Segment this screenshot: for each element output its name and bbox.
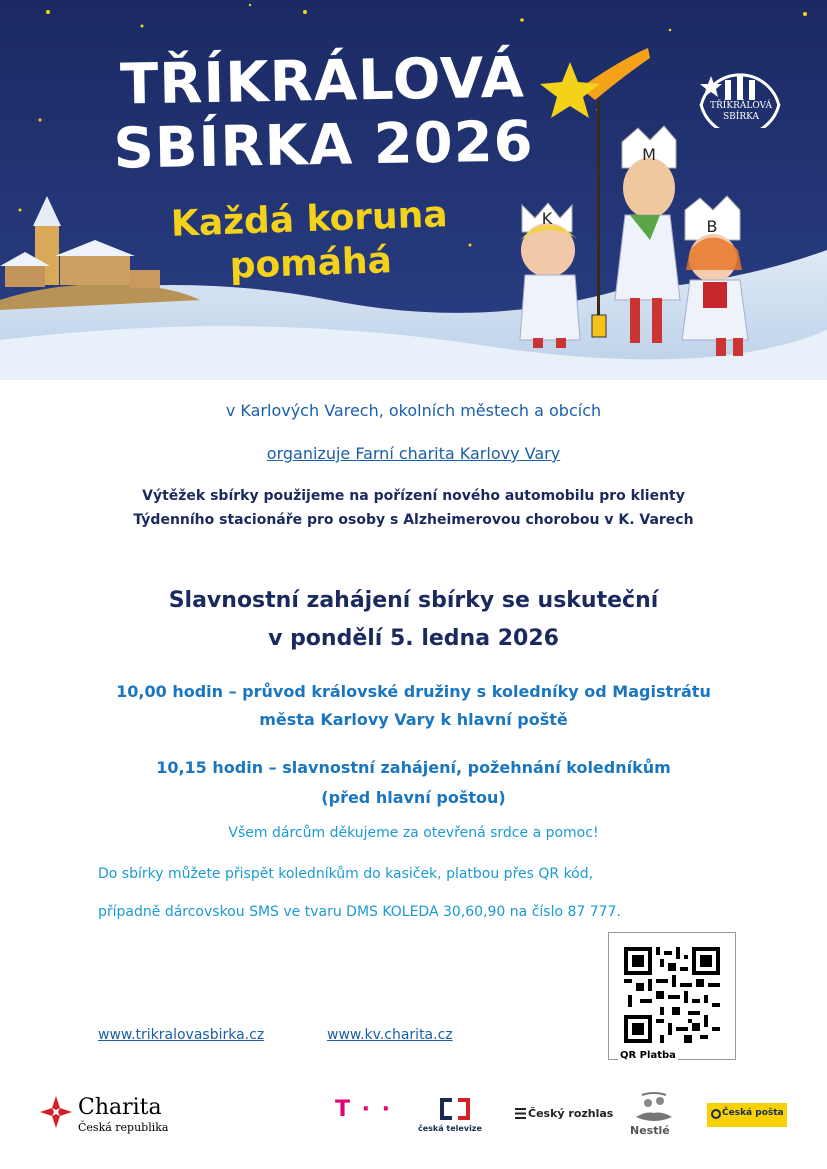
qr-code-box (608, 932, 736, 1060)
schedule-line: (před hlavní poštou) (321, 788, 506, 807)
ceska-televize-text: česká televize (418, 1124, 482, 1133)
post-horn-icon (711, 1108, 721, 1120)
link-kv-charita[interactable]: www.kv.charita.cz (327, 1027, 453, 1043)
campaign-slogan: Každá koruna pomáhá (170, 194, 449, 287)
qr-code-icon[interactable] (624, 947, 720, 1043)
purpose-text (0, 484, 827, 532)
schedule-line: 10,00 hodin – průvod královské družiny s koledníky od Magistrátu (116, 682, 711, 701)
schedule-item (0, 678, 827, 734)
launch-line-1: Slavnostní zahájení sbírky se uskuteční (168, 588, 659, 613)
charita-logo-subtext: Česká republika (78, 1121, 169, 1134)
nestle-text: Nestlé (630, 1124, 670, 1137)
crown-letter: B (706, 217, 718, 236)
donation-info-line-2: případně dárcovskou SMS ve tvaru DMS KOLEDA 30,60,90 na číslo 87 777. (98, 904, 621, 920)
ceska-posta-text: Česká pošta (722, 1108, 784, 1118)
cesky-rozhlas-icon (515, 1108, 526, 1119)
tmobile-logo: T · · (335, 1097, 393, 1122)
cesky-rozhlas-text: Český rozhlas (528, 1107, 614, 1120)
link-trikralovasbirka[interactable]: www.trikralovasbirka.cz (98, 1027, 265, 1043)
header-banner (0, 0, 827, 380)
ceska-televize-icon (436, 1096, 474, 1122)
schedule-item (0, 753, 827, 813)
charita-logo-text: Charita (78, 1095, 162, 1120)
charita-cross-icon (38, 1094, 74, 1130)
logo-text: TŘÍKRÁLOVÁ SBÍRKA (710, 101, 772, 122)
schedule-line: města Karlovy Vary k hlavní poště (259, 710, 568, 729)
donation-info-line-1: Do sbírky můžete přispět koledníkům do kasiček, platbou přes QR kód, (98, 866, 594, 882)
qr-label: QR Platba (620, 1050, 676, 1061)
campaign-title: TŘÍKRÁLOVÁ SBÍRKA 2026 (112, 45, 535, 182)
thanks-text: Všem dárcům děkujeme za otevřená srdce a pomoc! (228, 825, 599, 841)
purpose-line-1: Výtěžek sbírky použijeme na pořízení nového automobilu pro klienty (142, 488, 685, 504)
crown-letter: M (642, 145, 656, 164)
schedule-line: 10,15 hodin – slavnostní zahájení, požehnání koledníkům (156, 758, 671, 777)
launch-line-2: v pondělí 5. ledna 2026 (268, 626, 559, 651)
purpose-line-2: Týdenního stacionáře pro osoby s Alzheimerovou chorobou v K. Varech (133, 512, 694, 528)
organizer-link[interactable]: organizuje Farní charita Karlovy Vary (266, 444, 561, 463)
nestle-nest-icon (632, 1091, 676, 1123)
location-text: v Karlových Varech, okolních městech a obcích (225, 401, 602, 420)
launch-heading (0, 582, 827, 658)
crown-letter: K (541, 209, 553, 228)
